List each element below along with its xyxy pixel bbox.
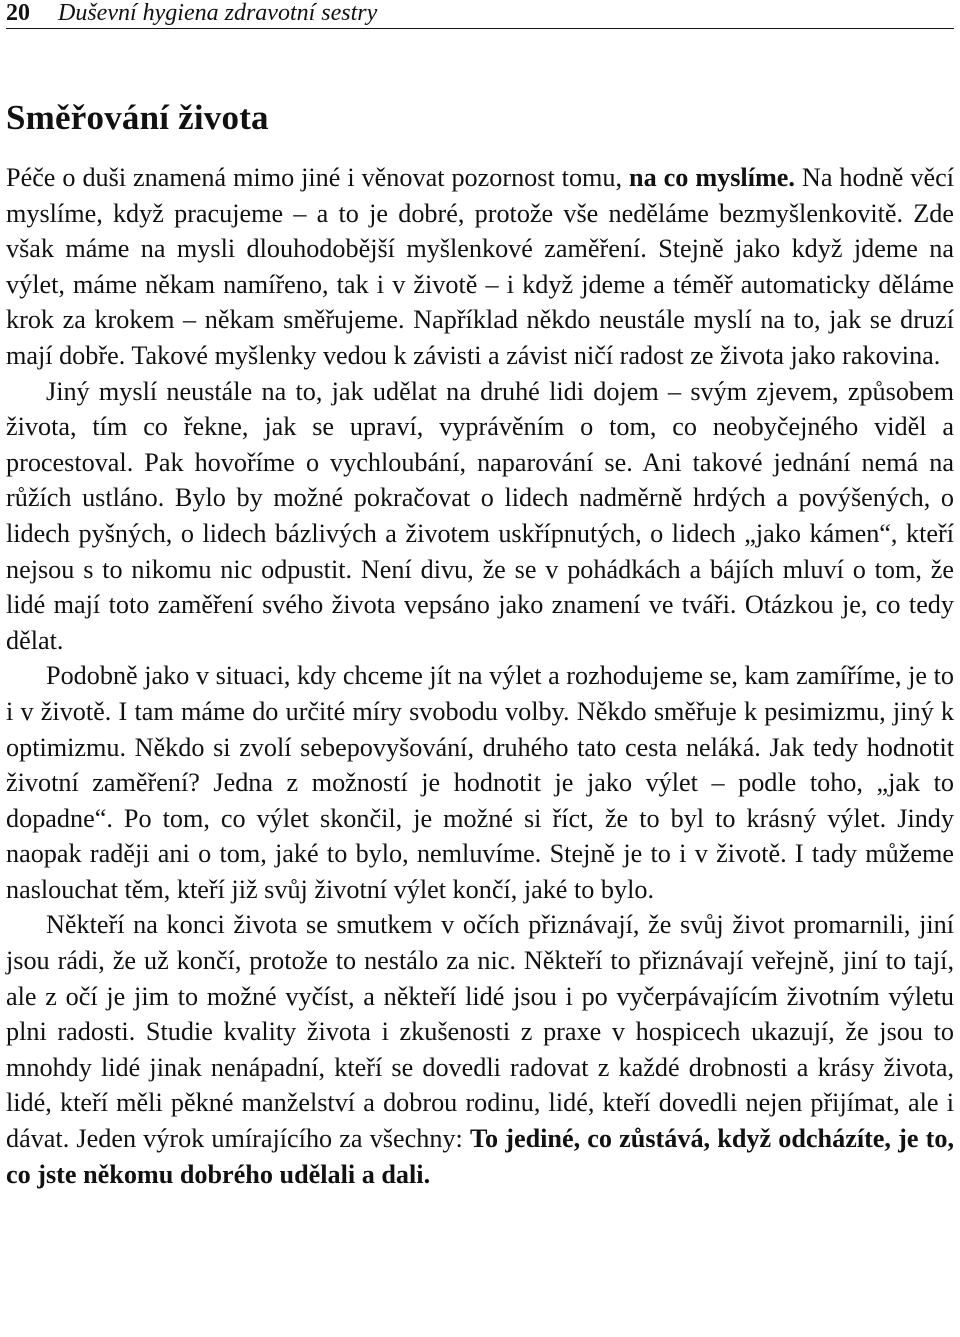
paragraph-1-text-start: Péče o duši znamená mimo jiné i věnovat pozornost tomu, bbox=[6, 163, 630, 192]
paragraph-3: Podobně jako v situaci, kdy chceme jít na výlet a rozhodujeme se, kam zamíříme, je to i v životě. I tam máme do určité míry svobodu volby. Někdo směřuje k pesimizmu, jiný k optimizmu. Někdo si zvolí sebepovyšování, druhého tato cesta neláká. Jak tedy hodnotit životní zaměření? Jedna z možností je hodnotit je jako výlet – podle toho, „jak to dopadne“. Po tom, co výlet skončil, je možné si říct, že to byl to krásný výlet. Jindy naopak raději ani o tom, jaké to bylo, nemluvíme. Stejně je to i v životě. I tady můžeme naslouchat těm, kteří již svůj životní výlet končí, jaké to bylo. bbox=[6, 661, 954, 904]
paragraph-2: Jiný myslí neustále na to, jak udělat na druhé lidi dojem – svým zjevem, způsobem života, tím co řekne, jak se upraví, vyprávěním o tom, co neobyčejného viděl a procestoval. Pak hovoříme o vychloubání, naparování se. Ani takové jednání nemá na růžích ustláno. Bylo by možné pokračovat o lidech nadměrně hrdých a povýšených, o lidech pyšných, o lidech bázlivých a životem uskřípnutých, o lidech „jako kámen“, kteří nejsou s to nikomu nic odpustit. Není divu, že se v pohádkách a bájích mluví o tom, že lidé mají toto zaměření svého života vepsáno jako znamení ve tváři. Otázkou je, co tedy dělat. bbox=[6, 376, 954, 655]
chapter-title: Směřování života bbox=[6, 98, 269, 137]
paragraph-4 bbox=[6, 907, 954, 1192]
paragraph-1 bbox=[6, 160, 954, 374]
page-number: 20 bbox=[6, 0, 30, 26]
body-text bbox=[6, 160, 954, 1192]
paragraph-4-text-start: Někteří na konci života se smutkem v očích přiznávají, že svůj život promarnili, jiní jsou rádi, že už končí, protože to nestálo za nic. Někteří to přiznávají veřejně, jiní to tají, ale z očí je jim to možné vyčíst, a někteří lidé jsou i po vyčerpávajícím životním výletu plni radosti. Studie kvality života i zkušenosti z praxe v hospicech ukazují, že jsou to mnohdy lidé jinak nenápadní, kteří se dovedli radovat z každé drobnosti a krásy života, lidé, kteří měli pěkné manželství a dobrou rodinu, lidé, kteří dovedli nejen přijímat, ale i dávat. Jeden výrok umírajícího za všechny: bbox=[6, 910, 954, 1154]
paragraph-1-text-end: Na hodně věcí myslíme, když pracujeme – a to je dobré, protože vše neděláme bezmyšlenkovitě. Zde však máme na mysli dlouhodobější myšlenkové zaměření. Stejně jako když jdeme na výlet, máme někam namířeno, tak i v životě – i když jdeme a téměř automaticky děláme krok za krokem – někam směřujeme. Například někdo neustále myslí na to, jak se druzí mají dobře. Takové myšlenky vedou k závisti a závist ničí radost ze života jako rakovina. bbox=[6, 163, 954, 370]
paragraph-4-bold-quote: To jediné, co zůstává, když odcházíte, je to, co jste někomu dobrého udělali a dali. bbox=[6, 1124, 954, 1189]
paragraph-1-bold-phrase: na co myslíme. bbox=[629, 163, 795, 192]
running-title: Duševní hygiena zdravotní sestry bbox=[58, 0, 378, 26]
running-header bbox=[6, 0, 954, 29]
